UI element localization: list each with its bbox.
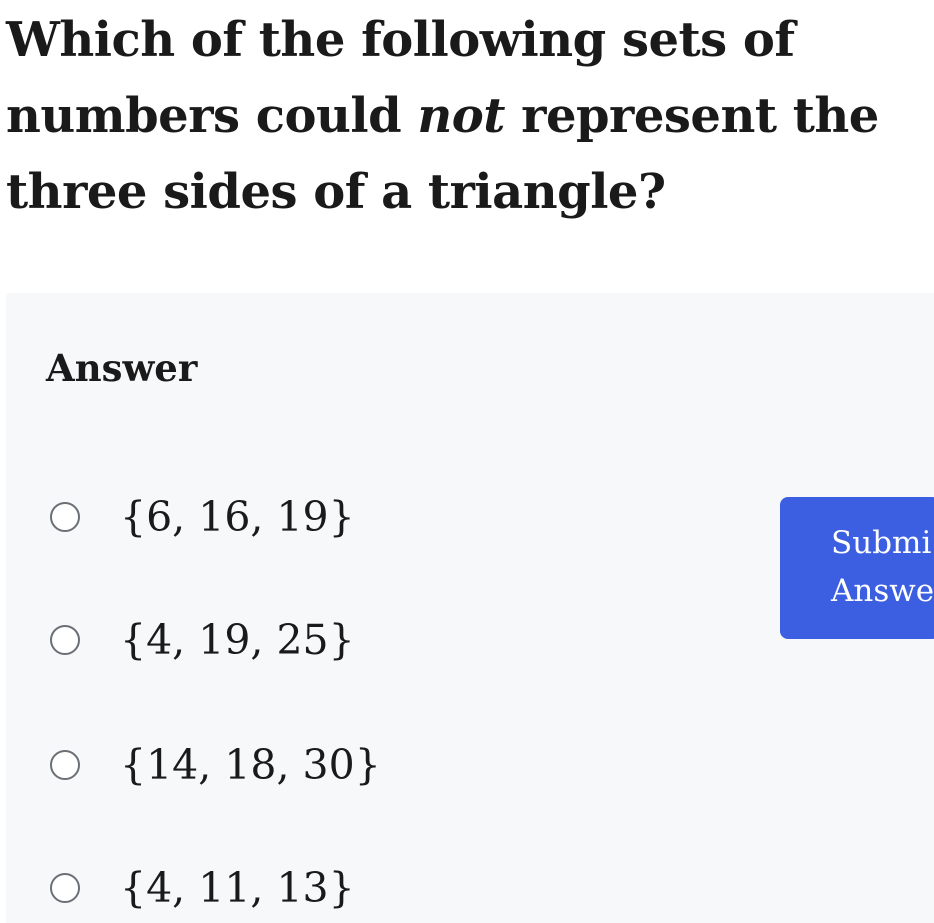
answer-option-label: {4, 19, 25} [120, 616, 355, 664]
answer-option-3[interactable] [50, 735, 381, 795]
radio-button-icon[interactable] [50, 750, 80, 780]
question-text-end: represent the three sides of a triangle? [6, 88, 879, 220]
submit-label-line-1: Submi [831, 525, 932, 561]
radio-button-icon[interactable] [50, 502, 80, 532]
question-text-start: Which of the following sets of numbers could [6, 12, 795, 144]
answer-option-label: {6, 16, 19} [120, 493, 355, 541]
radio-button-icon[interactable] [50, 625, 80, 655]
question-text [6, 2, 931, 230]
question-emphasis: not [417, 88, 505, 144]
submit-label-line-2: Answe [831, 573, 934, 609]
answer-option-1[interactable] [50, 487, 355, 547]
radio-button-icon[interactable] [50, 873, 80, 903]
answer-heading: Answer [46, 346, 198, 390]
answer-option-label: {14, 18, 30} [120, 741, 381, 789]
answer-option-2[interactable] [50, 610, 355, 670]
answer-option-label: {4, 11, 13} [120, 864, 355, 912]
submit-answer-button[interactable] [780, 497, 934, 639]
answer-option-4[interactable] [50, 858, 355, 918]
